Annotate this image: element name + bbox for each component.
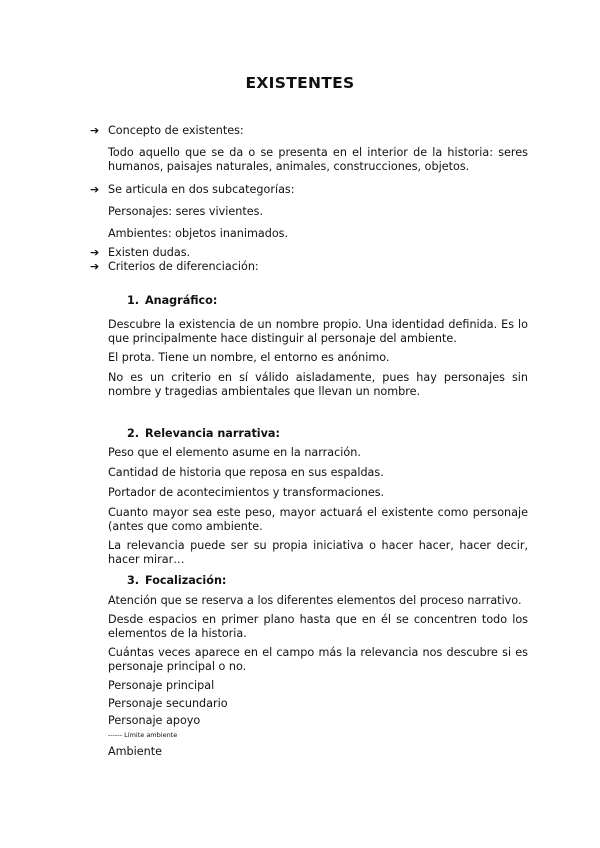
paragraph: Cuántas veces aparece en el campo más la relevancia nos descubre si es personaje principal o no. — [108, 646, 528, 673]
subcategory-ambientes: Ambientes: objetos inanimados. — [108, 227, 289, 240]
paragraph: Cantidad de historia que reposa en sus espaldas. — [108, 466, 384, 479]
section-heading-focalizacion — [127, 574, 226, 588]
section-heading-relevancia — [127, 427, 280, 441]
arrow-bullet-icon: ➔ — [90, 124, 100, 137]
list-item: Personaje apoyo — [108, 714, 201, 727]
bullet-criterios: Criterios de diferenciación: — [108, 260, 259, 273]
section-number: 1. — [127, 294, 140, 307]
bullet-concepto: Concepto de existentes: — [108, 124, 244, 137]
paragraph: Atención que se reserva a los diferentes elementos del proceso narrativo. — [108, 594, 522, 607]
section-title: Focalización: — [145, 574, 227, 587]
bullet-subcategorias: Se articula en dos subcategorías: — [108, 183, 295, 196]
section-heading-anagrafico — [127, 294, 217, 308]
list-item: Personaje principal — [108, 679, 215, 692]
arrow-bullet-icon: ➔ — [90, 183, 100, 196]
list-item: Ambiente — [108, 745, 163, 758]
paragraph: Peso que el elemento asume en la narración. — [108, 446, 361, 459]
paragraph: El prota. Tiene un nombre, el entorno es anónimo. — [108, 351, 390, 364]
paragraph: Cuanto mayor sea este peso, mayor actuará el existente como personaje (antes que como ambiente. — [108, 506, 528, 533]
paragraph: No es un criterio en sí válido aisladamente, pues hay personajes sin nombre y tragedias ambientales que llevan un nombre. — [108, 371, 528, 398]
section-title: Relevancia narrativa: — [145, 427, 280, 440]
concept-paragraph: Todo aquello que se da o se presenta en el interior de la historia: seres humanos, paisajes naturales, animales, construcciones, objetos. — [108, 146, 528, 173]
limit-note: ------ Límite ambiente — [108, 731, 178, 739]
paragraph: La relevancia puede ser su propia iniciativa o hacer hacer, hacer decir, hacer mirar… — [108, 539, 528, 566]
section-number: 2. — [127, 427, 140, 440]
section-number: 3. — [127, 574, 140, 587]
paragraph: Portador de acontecimientos y transformaciones. — [108, 486, 385, 499]
list-item: Personaje secundario — [108, 697, 228, 710]
subcategory-personajes: Personajes: seres vivientes. — [108, 205, 264, 218]
section-title: Anagráfico: — [145, 294, 218, 307]
arrow-bullet-icon: ➔ — [90, 260, 100, 273]
page-title: EXISTENTES — [245, 74, 355, 92]
paragraph: Descubre la existencia de un nombre propio. Una identidad definida. Es lo que principalmente hace distinguir al personaje del ambiente. — [108, 318, 528, 345]
arrow-bullet-icon: ➔ — [90, 246, 100, 259]
paragraph: Desde espacios en primer plano hasta que en él se concentren todo los elementos de la historia. — [108, 613, 528, 640]
bullet-dudas: Existen dudas. — [108, 246, 191, 259]
